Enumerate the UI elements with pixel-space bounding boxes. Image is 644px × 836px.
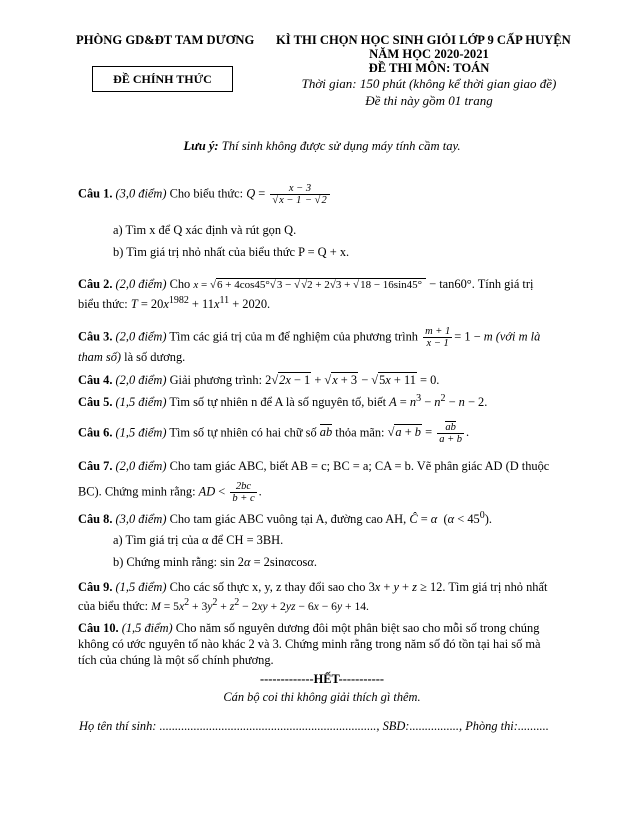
question-4: Câu 4. (2,0 điểm) Giải phương trình: 2√2x − 1 + √x + 3 − √5x + 11 = 0. bbox=[78, 373, 440, 387]
question-1-part-a: a) Tìm x để Q xác định và rút gọn Q. bbox=[113, 223, 297, 237]
name-label: Họ tên thí sinh: bbox=[79, 719, 157, 733]
formula-q4: 2√2x − 1 + √x + 3 − √5x + 11 = 0. bbox=[265, 373, 440, 387]
name-field[interactable]: ...................................................................... bbox=[159, 719, 377, 733]
contest-title: KÌ THI CHỌN HỌC SINH GIỎI LỚP 9 CẤP HUYỆN bbox=[276, 33, 571, 47]
question-2-line2: biểu thức: $T = 20x^{1982} + 11x^{11} + 2020$. bbox=[78, 294, 271, 311]
formula-q8: Ĉ = α $(\alpha < 45^0)$. bbox=[409, 509, 492, 526]
question-7: Câu 7. (2,0 điểm) Cho tam giác ABC, biết AB = c; BC = a; CA = b. Vẽ phân giác AD (D thuộc bbox=[78, 459, 550, 473]
formula-q2-T: T bbox=[130, 297, 138, 311]
formula-q2: x = √6 + 4cos45°√3 − √√2 + 2√3 + √18 − 16sin45° bbox=[193, 278, 426, 291]
exam-time: Thời gian: 150 phút (không kể thời gian giao đề) bbox=[301, 76, 557, 91]
end-mark: -------------HẾT----------- bbox=[259, 672, 385, 686]
note-text: Thí sinh không được sử dụng máy tính cầm tay. bbox=[221, 139, 461, 153]
fraction-q7: $\frac{2bc}{b + c}$ bbox=[232, 481, 255, 505]
formula-q1: Q bbox=[246, 186, 256, 201]
fraction-q3: $\frac{m + 1}{x - 1}$ bbox=[425, 326, 451, 350]
education-office: PHÒNG GD&ĐT TAM DƯƠNG bbox=[76, 33, 255, 47]
question-2: Câu 2. (2,0 điểm) Cho x = √6 + 4cos45°√3 − √√2 + 2√3 + √18 − 16sin45° − tan60°. Tính giá trị bbox=[78, 277, 534, 291]
question-5: Câu 5. (1,5 điểm) Tìm số tự nhiên n để A là số nguyên tố, biết $A = n^3 - n^2 - n - 2$. bbox=[78, 392, 488, 409]
school-year: NĂM HỌC 2020-2021 bbox=[369, 47, 489, 61]
sbd-label: , SBD: bbox=[376, 719, 410, 733]
official-stamp: ĐỀ CHÍNH THỨC bbox=[113, 72, 212, 86]
question-3: Câu 3. (2,0 điểm) Tìm các giá trị của m để nghiệm của phương trình $\frac{m + 1}{x - 1}$ = 1 − m (với m là bbox=[78, 326, 541, 350]
fraction-q1: $\frac{x - 3}{√x - 1 - √2}$ bbox=[270, 183, 329, 206]
room-label: , Phòng thi: bbox=[459, 719, 518, 733]
page-count: Đề thi này gồm 01 trang bbox=[365, 93, 493, 108]
exam-subject: ĐỀ THI MÔN: TOÁN bbox=[368, 61, 490, 75]
note bbox=[0, 139, 644, 154]
sbd-field[interactable]: ................ bbox=[409, 719, 459, 733]
formula-q6: √a + b = $\frac{ab}{a + b}$ . bbox=[387, 422, 470, 446]
question-9-line2: của biểu thức: M = 5x2 + 3y2 + z2 − 2xy + 2yz − 6x − 6y + 14. bbox=[78, 597, 369, 613]
question-8-part-a: a) Tìm giá trị của α để CH = 3BH. bbox=[113, 533, 284, 547]
proctor-note: Cán bộ coi thi không giải thích gì thêm. bbox=[223, 690, 421, 704]
formula-q5: $A = n^3 - n^2 - n - 2$. bbox=[389, 392, 488, 409]
room-field[interactable]: .......... bbox=[517, 719, 549, 733]
question-9: Câu 9. (1,5 điểm) Cho các số thực x, y, z thay đổi sao cho 3x + y + z ≥ 12. Tìm giá trị nhỏ nhất bbox=[78, 580, 548, 594]
question-10-line2: không có ước nguyên tố nào khác 2 và 3. Chứng minh rằng trong năm số đó tồn tại hai số mà bbox=[78, 637, 541, 651]
question-6: Câu 6. (1,5 điểm) Tìm số tự nhiên có hai chữ số ab thỏa mãn: √a + b = $\frac{ab}{a + b}$ . bbox=[78, 422, 470, 446]
candidate-info-line bbox=[79, 719, 549, 734]
question-8-part-b: b) Chứng minh rằng: sin 2α = 2sinαcosα. bbox=[113, 555, 318, 569]
question-10: Câu 10. (1,5 điểm) Cho năm số nguyên dương đôi một phân biệt sao cho mỗi số trong chúng bbox=[78, 621, 540, 635]
question-7-line2: BC). Chứng minh rằng: AD < $\frac{2bc}{b + c}$ . bbox=[78, 481, 262, 505]
question-10-line3: tích của chúng là một số chính phương. bbox=[78, 653, 274, 667]
question-3-line2: tham số) là số dương. bbox=[78, 350, 186, 364]
formula-q9-cond: 3x + y + z ≥ 12. bbox=[368, 580, 446, 594]
question-1-part-b: b) Tìm giá trị nhỏ nhất của biểu thức P = Q + x. bbox=[113, 245, 350, 259]
question-8: Câu 8. (3,0 điểm) Cho tam giác ABC vuông tại A, đường cao AH, Ĉ = α $(\alpha < 45^0)$. bbox=[78, 509, 492, 526]
note-label: Lưu ý: bbox=[183, 139, 219, 153]
question-1: Câu 1. (3,0 điểm) Cho biểu thức: Q = $\frac{x - 3}{√x - 1 - √2}$ bbox=[78, 183, 583, 206]
